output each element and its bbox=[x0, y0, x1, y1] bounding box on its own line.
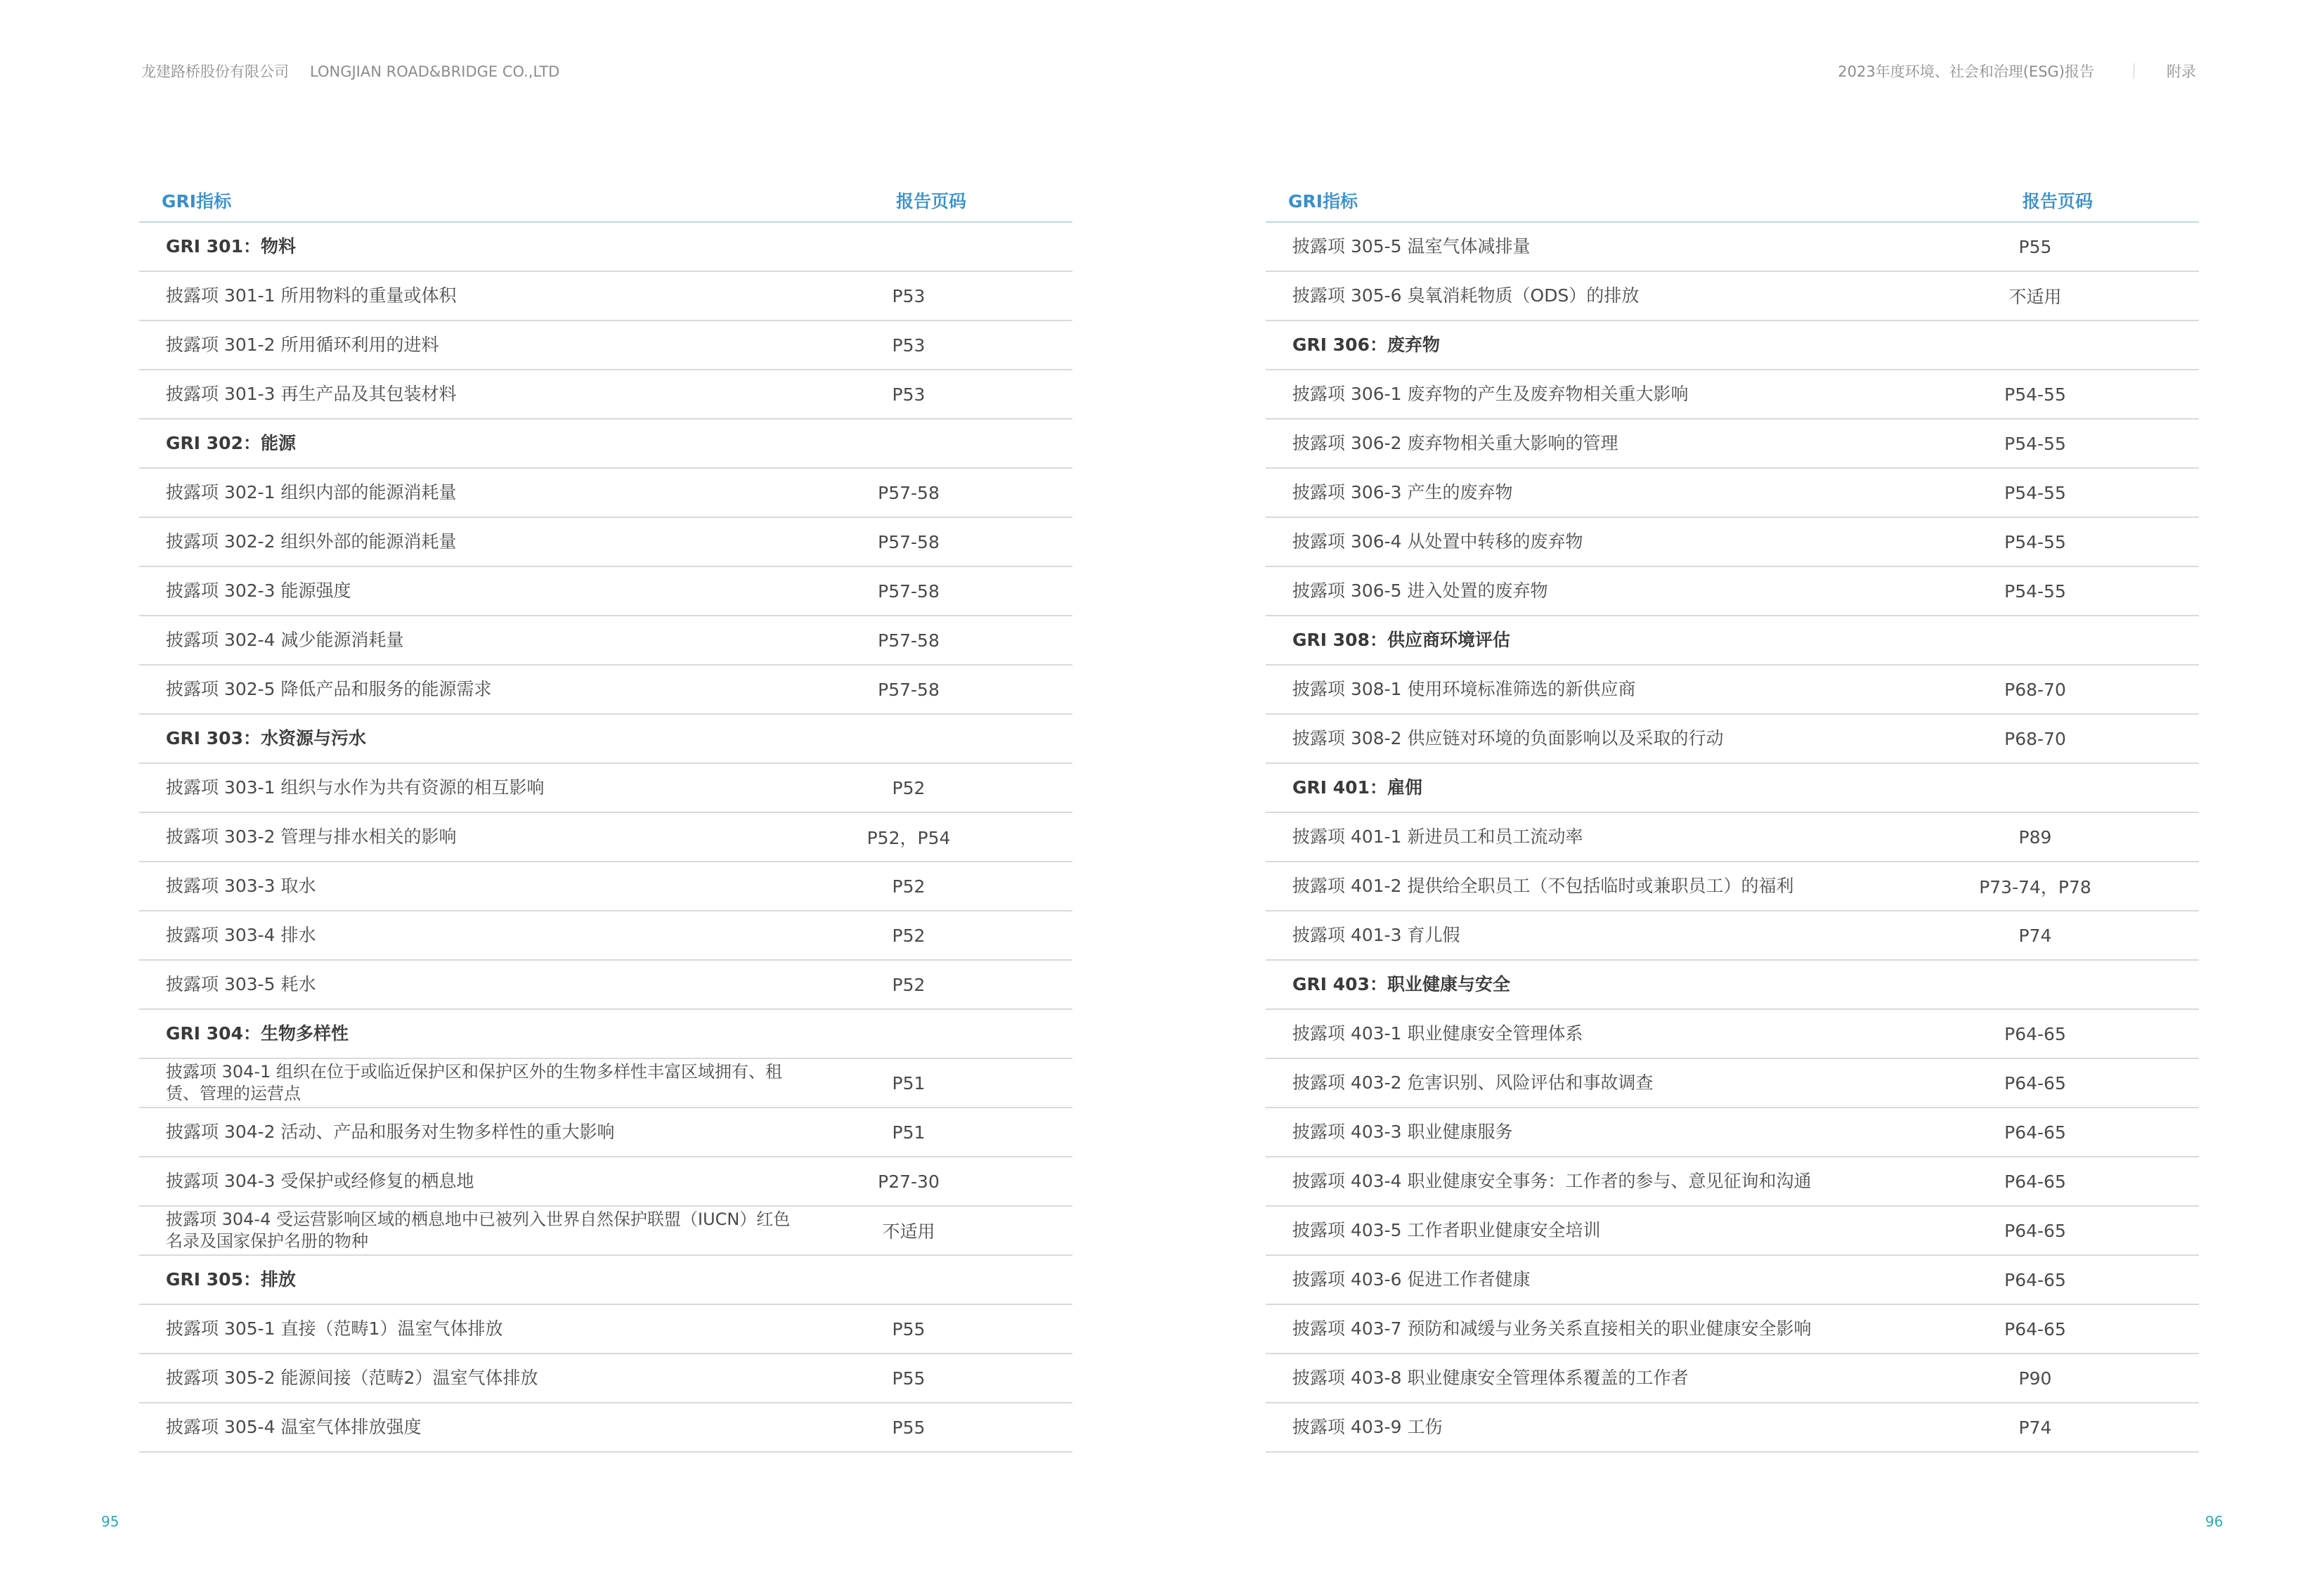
table-row bbox=[139, 911, 1072, 961]
disclosure-label: 披露项 304-4 受运营影响区域的栖息地中已被列入世界自然保护联盟（IUCN）红色名录及国家保护名册的物种 bbox=[166, 1209, 791, 1251]
disclosure-label: 披露项 302-3 能源强度 bbox=[166, 580, 351, 601]
table-row bbox=[1266, 518, 2199, 567]
disclosure-label: 披露项 403-8 职业健康安全管理体系覆盖的工作者 bbox=[1292, 1368, 1689, 1388]
section-name: 附录 bbox=[2167, 63, 2196, 80]
page-reference: P57-58 bbox=[878, 679, 940, 700]
section-row bbox=[1266, 764, 2199, 813]
page-reference: P27-30 bbox=[878, 1171, 940, 1192]
page-reference: P53 bbox=[892, 285, 926, 306]
disclosure-label: 披露项 304-1 组织在位于或临近保护区和保护区外的生物多样性丰富区域拥有、租赁、管理的运营点 bbox=[166, 1062, 782, 1103]
table-row bbox=[1266, 1108, 2199, 1157]
disclosure-label: 披露项 303-1 组织与水作为共有资源的相互影响 bbox=[166, 777, 545, 798]
disclosure-label: 披露项 305-1 直接（范畴1）温室气体排放 bbox=[166, 1318, 503, 1339]
page-reference: P54-55 bbox=[2004, 531, 2066, 552]
table-row bbox=[139, 961, 1072, 1010]
table-row bbox=[1266, 420, 2199, 469]
section-row bbox=[1266, 961, 2199, 1010]
column-header-page: 报告页码 bbox=[895, 191, 966, 212]
disclosure-label: 披露项 403-3 职业健康服务 bbox=[1292, 1122, 1513, 1142]
disclosure-label: 披露项 305-6 臭氧消耗物质（ODS）的排放 bbox=[1292, 285, 1640, 306]
table-row bbox=[1266, 715, 2199, 764]
section-row bbox=[139, 715, 1072, 764]
disclosure-label: 披露项 308-2 供应链对环境的负面影响以及采取的行动 bbox=[1292, 728, 1724, 748]
table-row bbox=[1266, 370, 2199, 420]
page-reference: P57-58 bbox=[878, 531, 940, 552]
disclosure-label: 披露项 306-1 废弃物的产生及废弃物相关重大影响 bbox=[1292, 384, 1689, 404]
table-row bbox=[139, 764, 1072, 813]
disclosure-label: 披露项 306-3 产生的废弃物 bbox=[1292, 482, 1513, 502]
page-reference: P51 bbox=[892, 1072, 926, 1093]
gri-table-right bbox=[1266, 179, 2199, 1453]
disclosure-label: 披露项 303-3 取水 bbox=[166, 876, 316, 896]
disclosure-label: 披露项 306-5 进入处置的废弃物 bbox=[1292, 580, 1548, 601]
section-title: GRI 401：雇佣 bbox=[1292, 777, 1422, 798]
disclosure-label: 披露项 306-4 从处置中转移的废弃物 bbox=[1292, 531, 1583, 552]
section-row bbox=[139, 1256, 1072, 1305]
page-reference: P51 bbox=[892, 1122, 926, 1143]
section-title: GRI 302：能源 bbox=[166, 433, 296, 453]
section-row bbox=[1266, 321, 2199, 370]
page-reference: P52 bbox=[892, 925, 926, 946]
section-row bbox=[139, 223, 1072, 272]
disclosure-label: 披露项 305-2 能源间接（范畴2）温室气体排放 bbox=[166, 1368, 538, 1388]
table-body bbox=[139, 223, 1072, 1453]
table-row bbox=[1266, 272, 2199, 321]
page-reference: P55 bbox=[892, 1417, 926, 1438]
page-reference: P73-74，P78 bbox=[1979, 877, 2091, 897]
table-row bbox=[139, 272, 1072, 321]
table-row bbox=[139, 1059, 1072, 1108]
page-reference: P64-65 bbox=[2004, 1023, 2066, 1044]
page-reference: P57-58 bbox=[878, 580, 940, 602]
table-header bbox=[1266, 179, 2199, 223]
page-reference: P57-58 bbox=[878, 482, 940, 503]
table-row bbox=[139, 1305, 1072, 1354]
page-reference: P64-65 bbox=[2004, 1269, 2066, 1290]
disclosure-label: 披露项 308-1 使用环境标准筛选的新供应商 bbox=[1292, 679, 1636, 699]
column-header-page: 报告页码 bbox=[2022, 191, 2093, 212]
disclosure-label: 披露项 303-4 排水 bbox=[166, 925, 316, 945]
disclosure-label: 披露项 306-2 废弃物相关重大影响的管理 bbox=[1292, 433, 1618, 453]
column-header-indicator: GRI指标 bbox=[162, 191, 232, 212]
disclosure-label: 披露项 403-6 促进工作者健康 bbox=[1292, 1269, 1531, 1290]
disclosure-label: 披露项 403-9 工伤 bbox=[1292, 1417, 1443, 1437]
table-row bbox=[1266, 1354, 2199, 1403]
disclosure-label: 披露项 303-2 管理与排水相关的影响 bbox=[166, 826, 457, 847]
table-row bbox=[139, 862, 1072, 911]
table-row bbox=[1266, 1010, 2199, 1059]
disclosure-label: 披露项 301-1 所用物料的重量或体积 bbox=[166, 285, 457, 306]
gri-table-left bbox=[139, 179, 1072, 1453]
section-title: GRI 305：排放 bbox=[166, 1269, 296, 1290]
table-row bbox=[1266, 1059, 2199, 1108]
table-row bbox=[1266, 567, 2199, 616]
table-row bbox=[139, 469, 1072, 518]
table-row bbox=[1266, 223, 2199, 272]
page-reference: P52 bbox=[892, 777, 926, 798]
column-header-indicator: GRI指标 bbox=[1288, 191, 1358, 212]
table-row bbox=[1266, 469, 2199, 518]
page-number-right: 96 bbox=[2205, 1513, 2224, 1530]
page-reference: 不适用 bbox=[2008, 287, 2062, 307]
section-title: GRI 403：职业健康与安全 bbox=[1292, 974, 1510, 994]
page-reference: P64-65 bbox=[2004, 1171, 2066, 1192]
page-reference: P53 bbox=[892, 335, 926, 356]
page-reference: P89 bbox=[2018, 826, 2052, 848]
table-row bbox=[1266, 813, 2199, 862]
table-row bbox=[1266, 1207, 2199, 1256]
page-reference: P55 bbox=[892, 1368, 926, 1389]
disclosure-label: 披露项 305-4 温室气体排放强度 bbox=[166, 1417, 422, 1437]
page-number-left: 95 bbox=[101, 1513, 119, 1530]
table-header bbox=[139, 179, 1072, 223]
table-row bbox=[1266, 666, 2199, 715]
page-reference: P52，P54 bbox=[866, 828, 951, 848]
page-reference: P64-65 bbox=[2004, 1122, 2066, 1143]
table-row bbox=[139, 813, 1072, 862]
section-row bbox=[139, 1010, 1072, 1059]
section-title: GRI 303：水资源与污水 bbox=[166, 728, 366, 748]
company-name-cn: 龙建路桥股份有限公司 bbox=[141, 63, 289, 80]
table-row bbox=[139, 1403, 1072, 1453]
disclosure-label: 披露项 305-5 温室气体减排量 bbox=[1292, 236, 1531, 257]
disclosure-label: 披露项 302-2 组织外部的能源消耗量 bbox=[166, 531, 457, 552]
table-body bbox=[1266, 223, 2199, 1453]
disclosure-label: 披露项 304-3 受保护或经修复的栖息地 bbox=[166, 1171, 474, 1191]
disclosure-label: 披露项 403-2 危害识别、风险评估和事故调查 bbox=[1292, 1072, 1654, 1093]
disclosure-label: 披露项 401-2 提供给全职员工（不包括临时或兼职员工）的福利 bbox=[1292, 876, 1794, 896]
disclosure-label: 披露项 302-5 降低产品和服务的能源需求 bbox=[166, 679, 492, 699]
disclosure-label: 披露项 303-5 耗水 bbox=[166, 974, 316, 994]
page-reference: P55 bbox=[2018, 236, 2052, 257]
disclosure-label: 披露项 302-1 组织内部的能源消耗量 bbox=[166, 482, 457, 502]
page-reference: P68-70 bbox=[2004, 728, 2066, 749]
table-row bbox=[139, 1157, 1072, 1207]
table-row bbox=[139, 321, 1072, 370]
header-report bbox=[1838, 60, 2196, 82]
page-reference: P52 bbox=[892, 974, 926, 995]
page-reference: P64-65 bbox=[2004, 1072, 2066, 1093]
page-reference: P64-65 bbox=[2004, 1318, 2066, 1339]
table-row bbox=[139, 1108, 1072, 1157]
company-name-en: LONGJIAN ROAD&BRIDGE CO.,LTD bbox=[310, 63, 560, 80]
page-reference: P54-55 bbox=[2004, 433, 2066, 454]
disclosure-label: 披露项 403-4 职业健康安全事务：工作者的参与、意见征询和沟通 bbox=[1292, 1171, 1812, 1191]
disclosure-label: 披露项 301-3 再生产品及其包装材料 bbox=[166, 384, 457, 404]
table-row bbox=[1266, 1256, 2199, 1305]
page-reference: P54-55 bbox=[2004, 384, 2066, 405]
header-company bbox=[141, 60, 559, 82]
disclosure-label: 披露项 401-1 新进员工和员工流动率 bbox=[1292, 826, 1583, 847]
page-reference: P74 bbox=[2018, 925, 2052, 946]
page-reference: P53 bbox=[892, 384, 926, 405]
disclosure-label: 披露项 302-4 减少能源消耗量 bbox=[166, 630, 404, 650]
table-row bbox=[139, 567, 1072, 616]
table-row bbox=[139, 1207, 1072, 1256]
page-reference: P52 bbox=[892, 876, 926, 897]
disclosure-label: 披露项 403-1 职业健康安全管理体系 bbox=[1292, 1023, 1583, 1044]
disclosure-label: 披露项 301-2 所用循环利用的进料 bbox=[166, 335, 439, 355]
page-reference: P64-65 bbox=[2004, 1220, 2066, 1241]
page-reference: P54-55 bbox=[2004, 482, 2066, 503]
table-row bbox=[1266, 1305, 2199, 1354]
section-title: GRI 304：生物多样性 bbox=[166, 1023, 349, 1044]
page-reference: P68-70 bbox=[2004, 679, 2066, 700]
section-title: GRI 306：废弃物 bbox=[1292, 335, 1440, 355]
table-row bbox=[139, 1354, 1072, 1403]
table-row bbox=[1266, 862, 2199, 911]
section-row bbox=[139, 420, 1072, 469]
report-title: 2023年度环境、社会和治理(ESG)报告 bbox=[1838, 63, 2094, 80]
page-reference: P55 bbox=[892, 1318, 926, 1339]
section-row bbox=[1266, 616, 2199, 666]
disclosure-label: 披露项 304-2 活动、产品和服务对生物多样性的重大影响 bbox=[166, 1122, 615, 1142]
page-reference: P74 bbox=[2018, 1417, 2052, 1438]
table-row bbox=[139, 518, 1072, 567]
table-row bbox=[139, 666, 1072, 715]
disclosure-label: 披露项 403-7 预防和减缓与业务关系直接相关的职业健康安全影响 bbox=[1292, 1318, 1812, 1339]
table-row bbox=[1266, 1157, 2199, 1207]
page-reference: P54-55 bbox=[2004, 580, 2066, 602]
page-reference: P90 bbox=[2018, 1368, 2052, 1389]
disclosure-label: 披露项 401-3 育儿假 bbox=[1292, 925, 1460, 945]
page-reference: 不适用 bbox=[882, 1221, 935, 1242]
table-row bbox=[139, 616, 1072, 666]
section-title: GRI 308：供应商环境评估 bbox=[1292, 630, 1510, 650]
table-row bbox=[1266, 911, 2199, 961]
table-row bbox=[1266, 1403, 2199, 1453]
page-reference: P57-58 bbox=[878, 630, 940, 651]
disclosure-label: 披露项 403-5 工作者职业健康安全培训 bbox=[1292, 1220, 1601, 1240]
section-title: GRI 301：物料 bbox=[166, 236, 296, 257]
table-row bbox=[139, 370, 1072, 420]
